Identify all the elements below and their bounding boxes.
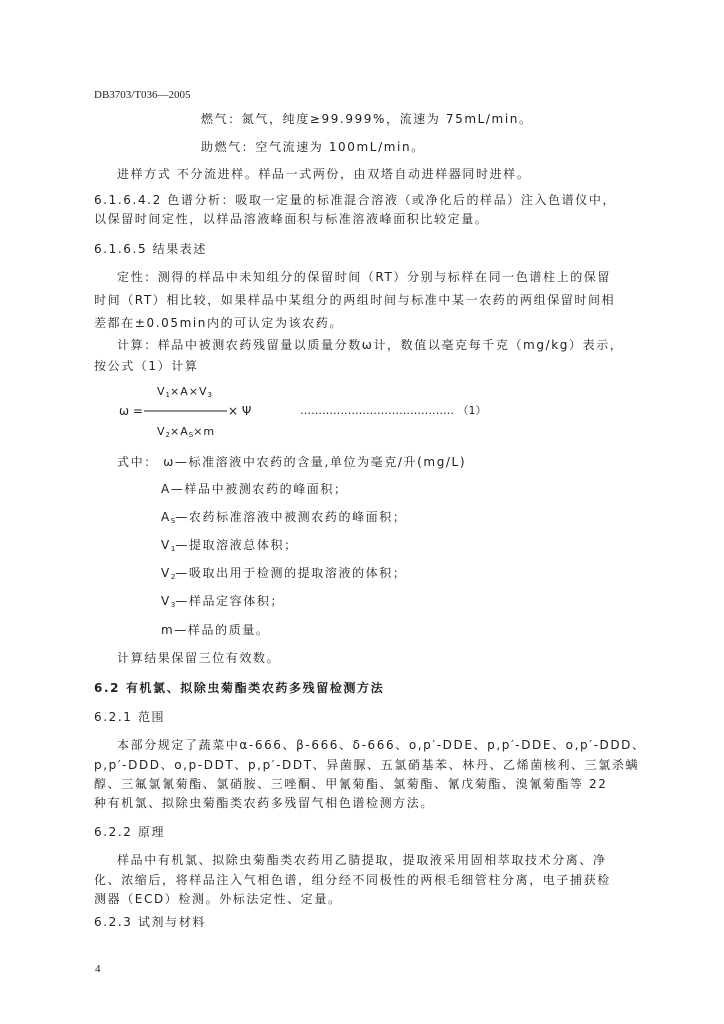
symbol-definition-v3: $V_3—$样品定容体积； [161, 594, 285, 609]
scope-line-4: 种有机氯、拟除虫菊酯类农药多残留气相色谱检测方法。 [94, 796, 435, 810]
formula-lhs: ω = [119, 404, 143, 418]
symbol-definition-v1: $V_1—$提取溶液总体积； [161, 538, 298, 553]
qualitative-line-2: 时间（RT）相比较，如果样品中某组分的两组时间与标准中某一农药的两组保留时间相 [94, 293, 616, 307]
clause-6-2-3-heading: 6.2.3 试剂与材料 [94, 915, 206, 929]
symbol-definition-omega: 式中： ω—标准溶液中农药的含量,单位为毫克/升(mg/L) [117, 455, 467, 469]
gas-fuel-line: 燃气：氮气，纯度≥99.999%，流速为 75mL/min。 [201, 112, 533, 126]
principle-line-3: 测器（ECD）检测。外标法定性、定量。 [94, 892, 342, 906]
principle-line-2: 化、浓缩后，将样品注入气相色谱，组分经不同极性的两根毛细管柱分离，电子捕获检 [94, 873, 611, 887]
qualitative-line-1: 定性：测得的样品中未知组分的保留时间（RT）分别与标样在同一色谱柱上的保留 [117, 270, 611, 284]
formula-times-psi: × Ψ [228, 404, 252, 418]
principle-line-1: 样品中有机氯、拟除虫菊酯类农药用乙腈提取，提取液采用固相萃取技术分离、净 [117, 853, 607, 867]
clause-6-1-6-5-heading: 6.1.6.5 结果表述 [94, 242, 207, 256]
scope-line-3: 醇、三氟氯氰菊酯、氯硝胺、三唑酮、甲氰菊酯、氯菊酯、氰戊菊酯、溴氰菊酯等 22 [94, 777, 608, 791]
clause-6-1-6-4-2-line-2: 以保留时间定性，以样品溶液峰面积与标准溶液峰面积比较定量。 [94, 212, 489, 226]
calculation-line-2: 按公式（1）计算 [94, 359, 199, 373]
calculation-line-1: 计算：样品中被测农药残留量以质量分数ω计，数值以毫克每千克（mg/kg）表示， [117, 338, 624, 352]
clause-6-2-2-heading: 6.2.2 原理 [94, 825, 166, 839]
qualitative-line-3: 差都在±0.05min内的可认定为该农药。 [94, 316, 344, 330]
formula-numerator: $V_1\times A\times V_3$ [157, 385, 212, 399]
section-6-2-heading: 6.2 有机氯、拟除虫菊酯类农药多残留检测方法 [94, 681, 385, 695]
gas-aux-line: 助燃气：空气流速为 100mL/min。 [201, 140, 425, 154]
symbol-definition-v2: $V_2—$吸取出用于检测的提取溶液的体积； [161, 566, 407, 581]
clause-6-1-6-4-2-line-1: 6.1.6.4.2 色谱分析：吸取一定量的标准混合溶液（或净化后的样品）注入色谱仪中， [94, 193, 617, 207]
symbol-definition-as: $A_S—$农药标准溶液中被测农药的峰面积； [161, 510, 407, 525]
significant-figures-note: 计算结果保留三位有效数。 [117, 651, 281, 665]
injection-mode-line: 进样方式 不分流进样。样品一式两份，由双塔自动进样器同时进样。 [117, 167, 531, 181]
scope-line-1: 本部分规定了蔬菜中α-666、β-666、δ-666、o,p′-DDE、p,p′-DDE、o,p′-DDD、 [117, 738, 646, 752]
standard-number-header: DB3703/T036—2005 [94, 89, 191, 101]
page-number: 4 [95, 963, 101, 975]
clause-6-2-1-heading: 6.2.1 范围 [94, 710, 166, 724]
scope-line-2: p,p′-DDD、o,p-DDT、p,p′-DDT、异菌脲、五氯硝基苯、林丹、乙烯菌核利、三氯杀螨 [94, 758, 640, 772]
formula-leader-dots: …………………………………… （1） [300, 404, 487, 417]
symbol-definition-m: m—样品的质量。 [161, 623, 270, 637]
formula-denominator: $V_2\times A_S\times m$ [157, 425, 216, 439]
symbol-definition-a: A—样品中被测农药的峰面积； [161, 482, 348, 496]
